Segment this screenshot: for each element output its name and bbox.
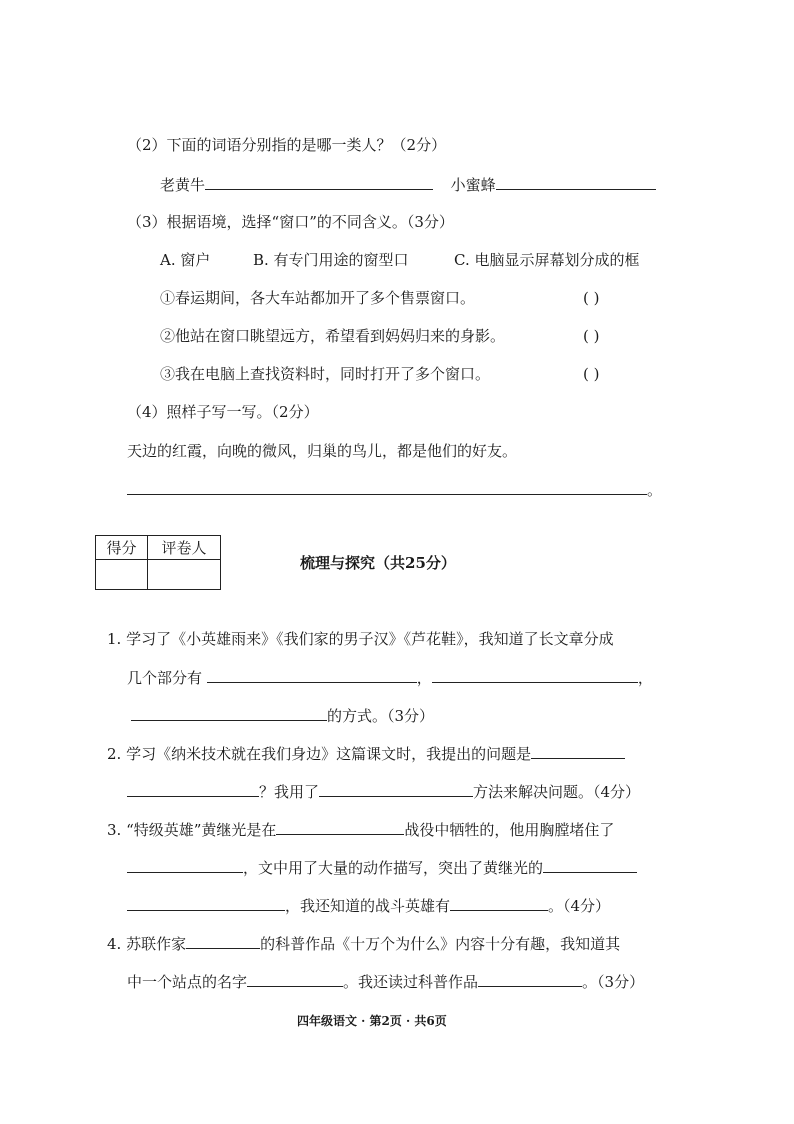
- question-4-example: 天边的红霞，向晚的微风，归巢的鸟儿，都是他们的好友。: [127, 442, 518, 460]
- score-table: [95, 535, 221, 590]
- question-2-prompt: （2）下面的词语分别指的是哪一类人？（2分）: [127, 136, 447, 154]
- answer-blank[interactable]: [207, 667, 417, 683]
- answer-blank[interactable]: [432, 667, 638, 683]
- question-4-answer-line: [127, 479, 662, 500]
- answer-blank[interactable]: [450, 895, 548, 911]
- item-1-line-2: [127, 667, 653, 688]
- answer-blank[interactable]: [127, 857, 243, 873]
- answer-blank[interactable]: [127, 479, 647, 495]
- item-2-line-2: [127, 781, 640, 802]
- answer-parentheses[interactable]: ( ): [583, 289, 600, 307]
- question-3-option-c: C. 电脑显示屏幕划分成的框: [454, 251, 640, 269]
- item-3-line-1: [107, 819, 614, 840]
- word-lao-huang-niu: 老黄牛: [160, 176, 206, 194]
- item-4-line-1: [107, 933, 620, 954]
- question-4-prompt: （4）照样子写一写。（2分）: [127, 403, 319, 421]
- item-2-line-1: [107, 743, 625, 764]
- question-3-option-b: B. 有专门用途的窗型口: [253, 251, 409, 269]
- answer-blank[interactable]: [186, 933, 260, 949]
- item-1-prefix: 几个部分有: [127, 669, 203, 687]
- item-3-prefix: 3. “特级英雄”黄继光是在: [107, 821, 277, 839]
- answer-parentheses[interactable]: ( ): [583, 365, 600, 383]
- item-2-suffix: 方法来解决问题。（4分）: [473, 783, 641, 801]
- question-3-option-a: A. 窗户: [160, 251, 211, 269]
- answer-blank[interactable]: [205, 174, 433, 190]
- item-3-mid: ，文中用了大量的动作描写，突出了黄继光的: [243, 859, 544, 877]
- item-3-suffix: 战役中牺牲的，他用胸膛堵住了: [404, 821, 615, 839]
- period: 。: [647, 481, 663, 499]
- item-3-mid-2: ，我还知道的战斗英雄有: [285, 897, 451, 915]
- question-2-answer-line: [160, 174, 656, 195]
- answer-blank[interactable]: [131, 705, 327, 721]
- answer-blank[interactable]: [543, 857, 637, 873]
- item-4-suffix: 的科普作品《十万个为什么》内容十分有趣，我知道其: [260, 935, 621, 953]
- comma: ，: [416, 669, 432, 687]
- item-1-line-3: [127, 705, 434, 726]
- item-2-mid: ？我用了: [259, 783, 320, 801]
- answer-blank[interactable]: [496, 174, 656, 190]
- score-header: 得分: [96, 536, 148, 560]
- item-3-line-2: [127, 857, 637, 878]
- answer-parentheses[interactable]: ( ): [583, 327, 600, 345]
- question-3-prompt: （3）根据语境，选择“窗口”的不同含义。（3分）: [127, 213, 454, 231]
- item-1-line-1: 1. 学习了《小英雄雨来》《我们家的男子汉》《芦花鞋》，我知道了长文章分成: [107, 630, 614, 648]
- question-3-item-1: ①春运期间，各大车站都加开了多个售票窗口。: [160, 289, 476, 307]
- grader-header: 评卷人: [148, 536, 221, 560]
- answer-blank[interactable]: [247, 971, 343, 987]
- page-footer: 四年级语文 · 第2页 · 共6页: [297, 1014, 447, 1028]
- question-3-item-2: ②他站在窗口眺望远方，希望看到妈妈归来的身影。: [160, 327, 506, 345]
- answer-blank[interactable]: [319, 781, 473, 797]
- item-4-end: 。（3分）: [582, 973, 645, 991]
- item-3-line-3: [127, 895, 610, 916]
- grader-cell[interactable]: [148, 560, 221, 590]
- item-4-mid: 。我还读过科普作品: [343, 973, 479, 991]
- item-4-prefix-2: 中一个站点的名字: [127, 973, 248, 991]
- answer-blank[interactable]: [276, 819, 404, 835]
- word-xiao-mi-feng: 小蜜蜂: [450, 176, 496, 194]
- item-4-line-2: [127, 971, 644, 992]
- score-cell[interactable]: [96, 560, 148, 590]
- item-2-prefix: 2. 学习《纳米技术就在我们身边》这篇课文时，我提出的问题是: [107, 745, 532, 763]
- answer-blank[interactable]: [127, 895, 285, 911]
- answer-blank[interactable]: [478, 971, 582, 987]
- item-4-prefix: 4. 苏联作家: [107, 935, 187, 953]
- section-title: 梳理与探究（共25分）: [300, 554, 456, 572]
- comma: ，: [637, 669, 653, 687]
- answer-blank[interactable]: [531, 743, 625, 759]
- item-1-suffix: 的方式。（3分）: [327, 707, 435, 725]
- question-3-item-3: ③我在电脑上查找资料时，同时打开了多个窗口。: [160, 365, 491, 383]
- item-3-end: 。（4分）: [548, 897, 611, 915]
- answer-blank[interactable]: [127, 781, 259, 797]
